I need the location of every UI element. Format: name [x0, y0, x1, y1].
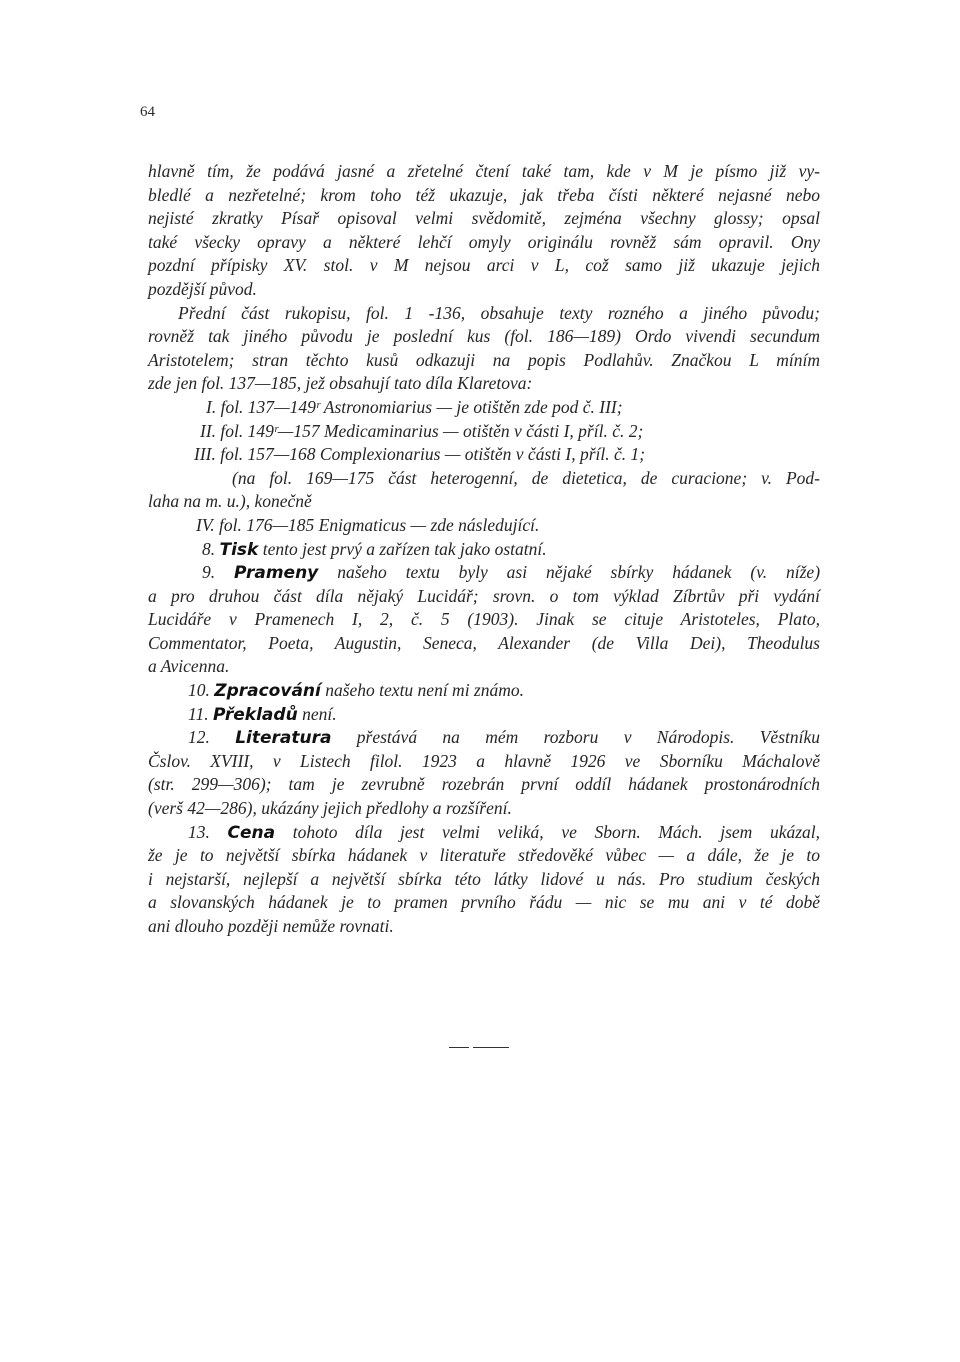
section-text: našeho textu není mi známo. — [325, 680, 525, 701]
section-9-line: Lucidáře v Pramenech I, 2, č. 5 (1903). Jinak se cituje Aristoteles, Plato, — [148, 609, 820, 630]
section-9-line — [148, 561, 820, 585]
section-9-line: a Avicenna. — [148, 656, 230, 677]
end-rule — [473, 1047, 509, 1048]
paragraph-2-line: Přední část rukopisu, fol. 1 -136, obsahuje texty rozného a jiného původu; — [178, 302, 820, 323]
section-number: 11. — [188, 703, 209, 724]
section-heading: Literatura — [235, 728, 332, 749]
section-heading: Tisk — [219, 539, 259, 560]
section-heading: Překladů — [212, 704, 298, 725]
section-text: přestává na mém rozboru v Národopis. Věstníku — [356, 727, 821, 748]
section-13-line — [148, 821, 820, 845]
section-12-line: (verš 42—286), ukázány jejich předlohy a rozšíření. — [148, 798, 512, 819]
paragraph-2-line: Aristotelem; stran těchto kusů odkazuji na popis Podlahův. Značkou L míním — [148, 349, 820, 370]
section-text: není. — [302, 703, 337, 724]
paragraph-1-line: pozdní přípisky XV. stol. v M nejsou arci v L, což samo již ukazuje jejich — [148, 255, 820, 276]
section-number: 9. — [202, 562, 216, 583]
section-12-line: (str. 299—306); tam je zevrubně rozebrán první oddíl hádanek prostonárodních — [148, 774, 820, 795]
section-number: 13. — [188, 821, 210, 842]
work-list-item: II. fol. 149ʳ—157 Medicaminarius — otištěn v části I, příl. č. 2; — [200, 420, 644, 441]
paragraph-1-line: bledlé a nezřetelné; krom toho též ukazuje, jak třeba čísti některé nejasné nebo — [148, 184, 820, 205]
section-13-line: i nejstarší, nejlepší a největší sbírka této látky lidové u nás. Pro studium českých — [148, 868, 820, 889]
paragraph-2-line: zde jen fol. 137—185, jež obsahují tato díla Klaretova: — [148, 373, 533, 394]
section-text: našeho textu byly asi nějaké sbírky hádanek (v. níže) — [337, 562, 821, 583]
section-heading: Cena — [227, 822, 276, 843]
section-text: tento jest prvý a zařízen tak jako ostatní. — [262, 538, 547, 559]
work-list-item: III. fol. 157—168 Complexionarius — otištěn v části I, příl. č. 1; — [194, 444, 646, 465]
section-10-line — [148, 679, 820, 703]
paragraph-1-line: nejisté zkratky Písař opisoval velmi svědomitě, zejména všechny glossy; opsal — [148, 208, 820, 229]
paragraph-1-line: také všecky opravy a některé lehčí omyly originálu rovněž sám opravil. Ony — [148, 231, 820, 252]
section-number: 12. — [188, 727, 210, 748]
end-rule — [449, 1047, 469, 1048]
section-text: tohoto díla jest velmi veliká, ve Sborn. Mách. jsem ukázal, — [292, 821, 821, 842]
work-list-item: IV. fol. 176—185 Enigmaticus — zde následující. — [196, 514, 540, 535]
paragraph-1-line: pozdější původ. — [148, 278, 257, 299]
section-heading: Prameny — [234, 563, 319, 584]
section-9-line: a pro druhou část díla nějaký Lucidář; srovn. o tom výklad Zíbrtův při vydání — [148, 585, 820, 606]
section-12-line — [148, 726, 820, 750]
paragraph-2-line: rovněž tak jiného původu je poslední kus (fol. 186—189) Ordo vivendi secundum — [148, 326, 820, 347]
section-number: 8. — [202, 538, 216, 559]
section-12-line: Čslov. XVIII, v Listech filol. 1923 a hlavně 1926 ve Sborníku Máchalově — [148, 750, 820, 771]
page-number: 64 — [140, 104, 155, 120]
section-number: 10. — [188, 680, 210, 701]
section-13-line: a slovanských hádanek je to pramen prvního řádu — nic se mu ani v té době — [148, 892, 820, 913]
section-8-line — [148, 538, 820, 562]
work-list-item: I. fol. 137—149ʳ Astronomiarius — je otištěn zde pod č. III; — [206, 396, 623, 417]
section-11-line — [148, 703, 820, 727]
paragraph-1-line: hlavně tím, že podává jasné a zřetelné čtení také tam, kde v M je písmo již vy- — [148, 161, 820, 181]
section-13-line: ani dlouho později nemůže rovnati. — [148, 916, 394, 936]
section-13-line: že je to největší sbírka hádanek v literatuře středověké vůbec — a dále, že je to — [148, 845, 820, 866]
work-list-note: laha na m. u.), konečně — [148, 491, 312, 512]
section-9-line: Commentator, Poeta, Augustin, Seneca, Alexander (de Villa Dei), Theodulus — [148, 632, 820, 653]
work-list-note: (na fol. 169—175 část heterogenní, de dietetica, de curacione; v. Pod- — [232, 467, 820, 488]
page-text — [148, 160, 820, 939]
section-heading: Zpracování — [214, 681, 321, 702]
